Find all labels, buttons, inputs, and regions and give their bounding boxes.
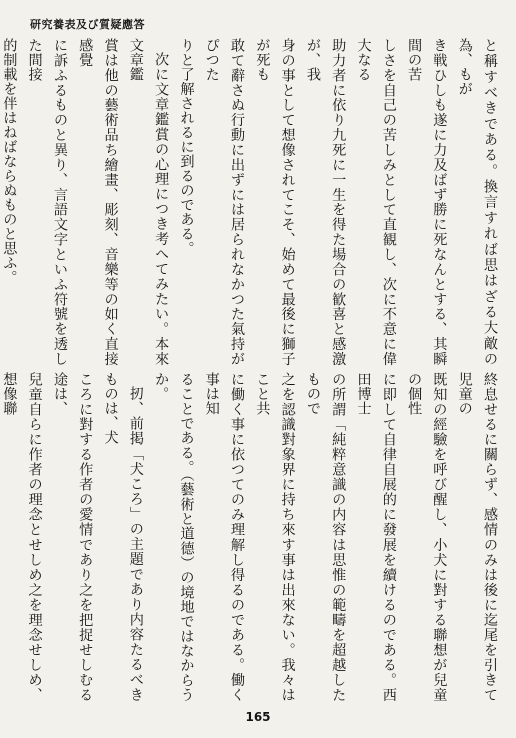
text-column: 助力者に依り九死に一生を得た場合の歓喜と感激が、我 — [304, 38, 347, 366]
text-column: 兒童自らに作者の理念とせしめ之を理念せしめ、想像聯 — [1, 372, 43, 702]
text-column: に訴ふるものと異り、言語文字といふ符號を透した間接 — [26, 38, 68, 366]
text-column: 敢て辭さぬ行動に出ずには居られなかつた氣持がぴつた — [203, 38, 246, 366]
text-column: 身の事として想像されてこそ、始めて最後に獅子が死も — [254, 38, 296, 366]
text-column: りと了解されるに到るのである。 — [178, 38, 195, 256]
text-column: と稱すべきである。換言すれば思はざる大敵の為、もが — [456, 38, 498, 366]
text-column: 扨、前掲「犬ころ」の主題であり内容たるべきものは、犬 — [102, 372, 144, 702]
text-column: に即して自律自展的に發展を續けるのである。西田博士 — [355, 372, 397, 702]
lower-text-block — [1, 372, 502, 702]
text-column: き戦ひしも遂に力及ばず勝に死なんとする、其瞬間の苦 — [406, 38, 448, 366]
text-column: 終息せるに關らず、感情のみは後に迄尾を引きて児童の — [456, 372, 498, 702]
text-column: ることである。（藝術と道德）の境地ではなからうか。 — [153, 372, 195, 702]
text-column: しさを自己の苦しみとして直観し、次に不意に偉大なる — [355, 38, 397, 366]
text-column: ころに對する作者の愛情であり之を把捉せしむる途は、 — [51, 372, 94, 702]
upper-text-block — [1, 38, 502, 366]
text-column: 的制載を伴はねばならぬものと思ふ。 — [1, 38, 18, 285]
text-column: 次に文章鑑賞の心理につき考へてみたい。本來文章鑑 — [127, 38, 170, 366]
text-column: 既知の經驗を呼び醒し、小犬に對する聯想が兒童の個性 — [406, 372, 448, 702]
text-column: に働く事に依つてのみ理解し得るのである。働く事は知 — [203, 372, 246, 702]
text-column: の所謂「純粹意識の内容は思惟の範疇を超越したもので — [304, 372, 347, 702]
running-header: 研究養表及び質疑應答 — [30, 18, 145, 31]
page-number: 165 — [245, 710, 271, 724]
text-column: 之を認識對象界に持ち來す事は出來ない。我々はこと共 — [254, 372, 296, 702]
text-column: 賞は他の藝術品ち繪畫、彫刻、音樂等の如く直接感覺 — [77, 38, 119, 366]
